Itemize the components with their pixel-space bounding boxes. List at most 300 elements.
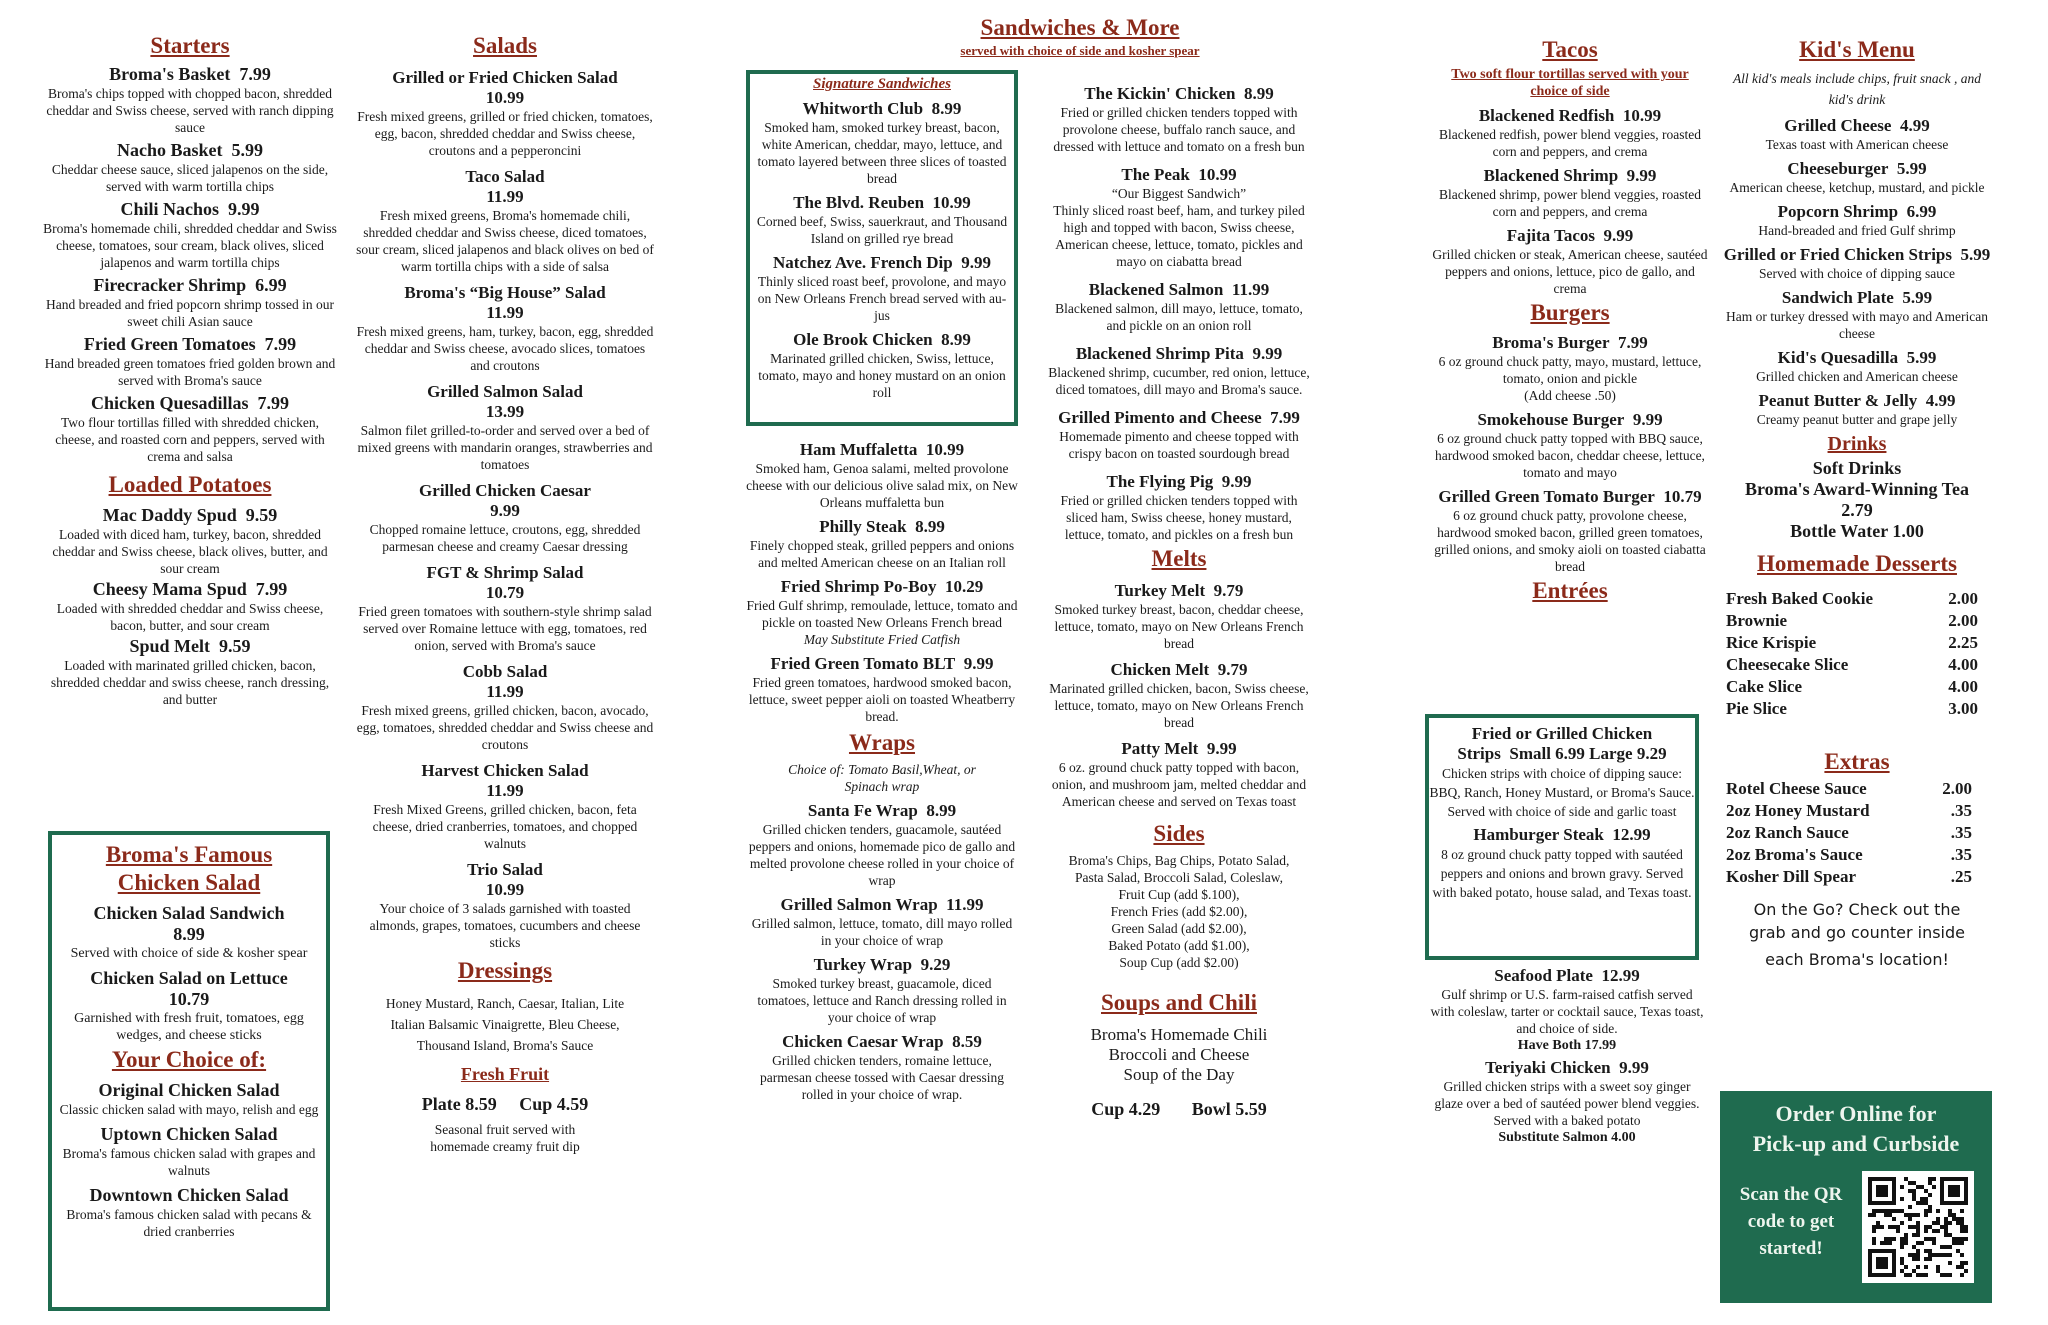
item-heading	[746, 517, 1018, 537]
dessert-row-name: Fresh Baked Cookie	[1726, 589, 1874, 608]
item-heading	[1722, 202, 1992, 222]
wraps-list	[746, 801, 1018, 1103]
item-price: 11.99	[486, 682, 524, 701]
item-price: 9.99	[1221, 472, 1252, 491]
menu-item	[1722, 348, 1992, 385]
menu-item	[40, 505, 340, 577]
item-heading	[1430, 226, 1710, 246]
menu-item	[1722, 202, 1992, 239]
qr-module	[1960, 1273, 1964, 1277]
starters-list	[40, 64, 340, 465]
grab-line-1: On the Go? Check out the	[1753, 900, 1961, 919]
item-heading	[1429, 825, 1695, 845]
item-price: 8.99	[926, 801, 957, 820]
item-name: Ole Brook Chicken	[793, 330, 933, 349]
qr-module	[1916, 1257, 1920, 1261]
menu-item	[1046, 84, 1312, 155]
menu-item	[1429, 724, 1695, 821]
item-heading	[750, 193, 1014, 213]
signature-sandwiches-list	[750, 99, 1014, 401]
item-description: Smoked turkey breast, bacon, cheddar cheese, lettuce, tomato, mayo on New Orleans French bread	[1054, 602, 1304, 651]
item-heading	[52, 903, 326, 924]
item-description: Marinated grilled chicken, Swiss, lettuce, tomato, mayo and honey mustard on an onion roll	[758, 351, 1006, 400]
item-name: Chicken Caesar Wrap	[782, 1032, 944, 1051]
item-price: 8.59	[952, 1032, 982, 1051]
extra-row	[1726, 778, 1972, 800]
menu-item	[1430, 487, 1710, 575]
item-price: 9.79	[1213, 581, 1244, 600]
item-description: Ham or turkey dressed with mayo and American cheese	[1725, 309, 1989, 341]
wraps-note: Choice of: Tomato Basil,Wheat, or Spinach wrap	[788, 762, 976, 794]
item-price: 7.99	[264, 334, 297, 354]
item-price: 10.99	[1622, 106, 1662, 125]
item-heading	[355, 167, 655, 187]
menu-item	[355, 382, 655, 473]
item-name: Natchez Ave. French Dip	[773, 253, 953, 272]
item-heading	[1722, 159, 1992, 179]
item-heading	[1722, 116, 1992, 136]
sides-line: French Fries (add $2.00),	[1110, 904, 1248, 919]
menu-item	[1430, 166, 1710, 220]
drinks-list	[1722, 458, 1992, 542]
chicken-salad-title-line2: Chicken Salad	[117, 870, 261, 895]
chicken-salad-choices	[52, 1080, 326, 1240]
menu-item	[746, 955, 1018, 1026]
item-name: Seafood Plate	[1494, 966, 1593, 985]
item-heading	[750, 330, 1014, 350]
item-name: Chicken Salad on Lettuce	[90, 968, 288, 988]
dessert-row	[1726, 676, 1978, 698]
soup-line: Broma's Homemade Chili	[1090, 1025, 1268, 1044]
item-description: Fried or grilled chicken tenders topped with sliced ham, Swiss cheese, honey mustard, lettuce, tomato, and pickles on a fresh bun	[1060, 493, 1298, 542]
soup-cup-price: Cup 4.29	[1091, 1099, 1161, 1119]
qr-module	[1904, 1265, 1908, 1269]
dessert-row	[1726, 632, 1978, 654]
item-description: Corned beef, Swiss, sauerkraut, and Thousand Island on grilled rye bread	[756, 214, 1008, 246]
sandwich-left-list	[746, 440, 1018, 725]
item-price: 10.99	[485, 88, 525, 107]
item-note: Substitute Salmon 4.00	[1498, 1130, 1636, 1145]
item-name: Ham Muffaletta	[799, 440, 918, 459]
drink-line: Soft Drinks	[1812, 458, 1902, 478]
qr-module	[1948, 1221, 1952, 1225]
menu-item	[1430, 966, 1704, 1054]
drink-line: Broma's Award-Winning Tea	[1744, 479, 1970, 499]
qr-module	[1900, 1221, 1904, 1225]
item-price: 10.99	[932, 193, 971, 212]
item-name: Fried Shrimp Po-Boy	[780, 577, 937, 596]
tacos-list	[1430, 106, 1710, 297]
order-title-line2: Pick-up and Curbside	[1752, 1131, 1960, 1156]
qr-module	[1908, 1205, 1912, 1209]
item-name: The Peak	[1121, 165, 1190, 184]
item-heading	[1046, 280, 1312, 300]
item-heading	[1430, 333, 1710, 353]
item-price: 9.99	[1632, 410, 1663, 429]
dessert-row	[1726, 698, 1978, 720]
menu-item	[1722, 245, 1992, 282]
item-description: 6 oz ground chuck patty, mayo, mustard, lettuce, tomato, onion and pickle	[1438, 354, 1702, 386]
menu-item	[750, 253, 1014, 324]
item-heading	[355, 563, 655, 583]
menu-item	[1046, 472, 1312, 543]
drink-line: 2.79	[1841, 500, 1873, 520]
item-price: 10.79	[1663, 487, 1702, 506]
item-name: Kid's Quesadilla	[1777, 348, 1899, 367]
item-description: Two flour tortillas filled with shredded chicken, cheese, and roasted corn and peppers, served with crema and salsa	[55, 415, 325, 464]
qr-module	[1964, 1229, 1968, 1233]
item-description: Smoked turkey breast, guacamole, diced tomatoes, lettuce and Ranch dressing rolled in your choice of wrap	[757, 976, 1007, 1025]
item-heading	[1046, 581, 1312, 601]
dessert-row	[1726, 610, 1978, 632]
item-price: 10.99	[485, 880, 525, 899]
menu-item	[40, 334, 340, 389]
item-name: Cheesy Mama Spud	[92, 579, 247, 599]
qr-module	[1932, 1241, 1936, 1245]
extra-row-price: .35	[1950, 845, 1972, 864]
item-name: Harvest Chicken Salad	[421, 761, 589, 780]
item-description: Hand breaded green tomatoes fried golden brown and served with Broma's sauce	[44, 356, 336, 388]
menu-item	[1430, 1058, 1704, 1146]
item-heading	[52, 968, 326, 989]
fruit-cup-price: Cup 4.59	[519, 1094, 589, 1114]
item-description: Thinly sliced roast beef, ham, and turkey piled high and topped with bacon, Swiss cheese, American cheese, lettuce, tomato, pickles and mayo on ciabatta bread	[1053, 203, 1305, 269]
sandwich-right-list	[1046, 84, 1312, 543]
item-price: 9.99	[1206, 739, 1237, 758]
item-description: Broma's homemade chili, shredded cheddar and Swiss cheese, tomatoes, sour cream, black olives, sliced jalapenos and warm tortilla chips	[43, 221, 337, 270]
item-heading	[40, 636, 340, 657]
item-price: 11.99	[486, 303, 524, 322]
item-name: The Blvd. Reuben	[793, 193, 925, 212]
item-description: Your choice of 3 salads garnished with toasted almonds, grapes, tomatoes, cucumbers and cheese sticks	[369, 901, 641, 950]
chicken-salad-box	[48, 831, 330, 1311]
menu-item	[40, 64, 340, 136]
sandwiches-subtitle: served with choice of side and kosher spear	[960, 43, 1200, 58]
choice-title: Your Choice of:	[111, 1047, 267, 1072]
item-heading	[52, 1080, 326, 1101]
item-heading	[746, 654, 1018, 674]
item-description: Creamy peanut butter and grape jelly	[1756, 412, 1958, 427]
section-title-wraps: Wraps	[848, 730, 916, 755]
item-name: Blackened Redfish	[1478, 106, 1615, 125]
item-price: 8.99	[941, 330, 971, 349]
extra-row-name: 2oz Broma's Sauce	[1726, 845, 1863, 864]
item-name: Hamburger Steak	[1473, 825, 1604, 844]
qr-module	[1932, 1185, 1936, 1189]
item-name: Taco Salad	[465, 167, 545, 186]
qr-module	[1916, 1213, 1920, 1217]
column-sandwiches-left	[746, 434, 1018, 1103]
menu-item	[1046, 344, 1312, 398]
section-title-extras: Extras	[1824, 749, 1890, 774]
item-name: Fried Green Tomato BLT	[770, 654, 956, 673]
item-heading	[40, 199, 340, 220]
qr-module	[1896, 1229, 1900, 1233]
qr-module	[1924, 1229, 1928, 1233]
item-price: 9.59	[245, 505, 278, 525]
item-description: Fresh mixed greens, grilled or fried chicken, tomatoes, egg, bacon, shredded cheddar and Swiss cheese, croutons and a pepperoncini	[357, 109, 653, 158]
sides-list	[1046, 852, 1312, 971]
item-price: 11.99	[486, 187, 524, 206]
item-name: Broma's Burger	[1492, 333, 1610, 352]
item-name: Sandwich Plate	[1781, 288, 1894, 307]
item-description: Marinated grilled chicken, bacon, Swiss cheese, lettuce, tomato, mayo on New Orleans French bread	[1049, 681, 1309, 730]
menu-item	[355, 860, 655, 951]
section-title-soups: Soups and Chili	[1101, 990, 1257, 1015]
menu-item	[52, 1080, 326, 1118]
item-heading	[1046, 408, 1312, 428]
item-description: Fresh Mixed Greens, grilled chicken, bacon, feta cheese, dried cranberries, tomatoes, and chopped walnuts	[372, 802, 638, 851]
fruit-plate-price: Plate 8.59	[421, 1094, 497, 1114]
menu-item	[355, 662, 655, 753]
qr-module	[1964, 1269, 1968, 1273]
qr-module	[1948, 1273, 1952, 1277]
item-name: Fajita Tacos	[1506, 226, 1596, 245]
item-description: Fresh mixed greens, grilled chicken, bacon, avocado, egg, tomatoes, shredded cheddar and Swiss cheese and croutons	[356, 703, 654, 752]
item-heading	[1430, 1058, 1704, 1078]
section-title-drinks: Drinks	[1827, 433, 1887, 455]
salads-list	[355, 68, 655, 951]
qr-module	[1924, 1265, 1928, 1269]
item-description: Fried or grilled chicken tenders topped with provolone cheese, buffalo ranch sauce, and dressed with lettuce and tomato on a fresh bun	[1053, 105, 1305, 154]
qr-finder	[1948, 1185, 1960, 1197]
item-price: 4.99	[1899, 116, 1930, 135]
item-description: Classic chicken salad with mayo, relish and egg	[59, 1102, 319, 1117]
item-price: 9.59	[219, 636, 251, 656]
order-online-panel[interactable]	[1720, 1091, 1992, 1303]
soups-list	[1046, 1025, 1312, 1085]
item-heading	[1046, 84, 1312, 104]
grab-line-2: grab and go counter inside	[1748, 923, 1965, 942]
item-description: Grilled chicken strips with a sweet soy ginger glaze over a bed of sautéed power blend veggies. Served with a baked potato	[1434, 1079, 1700, 1128]
item-description: Smoked ham, Genoa salami, melted provolone cheese with our delicious olive salad mix, on New Orleans muffaletta bun	[746, 461, 1018, 510]
item-description: 6 oz. ground chuck patty topped with bacon, onion, and mushroom jam, melted cheddar and American cheese and served on Texas toast	[1051, 760, 1307, 809]
item-heading	[1046, 472, 1312, 492]
extra-row	[1726, 822, 1972, 844]
signature-sandwiches-title: Signature Sandwiches	[813, 76, 951, 92]
sandwiches-header	[760, 0, 1400, 59]
menu-item	[52, 903, 326, 962]
loaded-potatoes-list	[40, 505, 340, 708]
item-description: Served with choice of side & kosher spear	[70, 946, 308, 961]
item-heading	[355, 283, 655, 303]
item-price: 9.99	[961, 253, 991, 272]
column-sandwiches-right	[1046, 74, 1312, 1120]
item-name: Downtown Chicken Salad	[89, 1185, 289, 1205]
item-name: Grilled Green Tomato Burger	[1438, 487, 1655, 506]
item-price: 10.99	[925, 440, 965, 459]
qr-module	[1900, 1245, 1904, 1249]
item-price: 9.99	[1603, 226, 1634, 245]
item-name: Turkey Melt	[1114, 581, 1206, 600]
column-entrees-more	[1430, 962, 1704, 1146]
item-price: 9.79	[1217, 660, 1248, 679]
item-description: Blackened redfish, power blend veggies, roasted corn and peppers, and crema	[1438, 127, 1702, 159]
item-heading	[355, 481, 655, 501]
item-name: Santa Fe Wrap	[807, 801, 918, 820]
section-title-salads: Salads	[473, 33, 537, 58]
item-description: Salmon filet grilled-to-order and served over a bed of mixed greens with mandarin oranges, strawberries and tomatoes	[357, 423, 653, 472]
order-online-title	[1720, 1099, 1992, 1159]
menu-item	[1722, 116, 1992, 153]
column-tacos	[1430, 0, 1710, 605]
sides-line: Baked Potato (add $1.00),	[1108, 938, 1250, 953]
item-price: 11.99	[946, 895, 984, 914]
melts-list	[1046, 581, 1312, 810]
section-title-melts: Melts	[1151, 546, 1207, 571]
menu-item	[1046, 165, 1312, 270]
item-name: Uptown Chicken Salad	[100, 1124, 278, 1144]
item-description: Texas toast with American cheese	[1765, 137, 1949, 152]
dessert-row-name: Brownie	[1726, 611, 1788, 630]
menu-item	[52, 1124, 326, 1179]
qr-module	[1900, 1185, 1904, 1189]
extra-row-name: Kosher Dill Spear	[1726, 867, 1857, 886]
item-name: Peanut Butter & Jelly	[1758, 391, 1918, 410]
grab-line-3: each Broma's location!	[1765, 950, 1949, 969]
item-description: Blackened salmon, dill mayo, lettuce, tomato, and pickle on an onion roll	[1055, 301, 1303, 333]
item-heading	[746, 801, 1018, 821]
qr-code-icon[interactable]	[1862, 1171, 1974, 1283]
item-tagline: “Our Biggest Sandwich”	[1111, 186, 1247, 201]
dessert-row-name: Pie Slice	[1726, 699, 1787, 718]
menu-item	[746, 440, 1018, 511]
item-description: Thinly sliced roast beef, provolone, and mayo on New Orleans French bread served with au-jus	[757, 274, 1007, 323]
item-description: Grilled chicken tenders, guacamole, sautéed peppers and onions, homemade pico de gallo and melted provolone cheese rolled in your choice of wrap	[748, 822, 1016, 888]
dessert-row	[1726, 654, 1978, 676]
item-name: The Kickin' Chicken	[1084, 84, 1236, 103]
qr-module	[1916, 1265, 1920, 1269]
item-name: Cheeseburger	[1787, 159, 1889, 178]
section-title-desserts: Homemade Desserts	[1757, 551, 1957, 576]
item-description: 6 oz ground chuck patty topped with BBQ sauce, hardwood smoked bacon, cheddar cheese, lettuce, tomato and mayo	[1435, 431, 1705, 480]
kids-note: All kid's meals include chips, fruit snack , and kid's drink	[1732, 71, 1982, 107]
item-name: Blackened Shrimp Pita	[1075, 344, 1244, 363]
menu-item	[52, 1185, 326, 1240]
qr-module	[1928, 1257, 1932, 1261]
item-heading	[40, 334, 340, 355]
dessert-row-price: 4.00	[1948, 655, 1978, 674]
item-description: Hand breaded and fried popcorn shrimp tossed in our sweet chili Asian sauce	[46, 297, 334, 329]
item-heading	[40, 64, 340, 85]
menu-item	[40, 199, 340, 271]
section-title-starters: Starters	[150, 33, 230, 58]
item-description: Fried green tomatoes, hardwood smoked bacon, lettuce, sweet pepper aioli on toasted Wheatberry bread.	[748, 675, 1016, 724]
section-title-burgers: Burgers	[1530, 300, 1610, 325]
item-name: Blackened Salmon	[1088, 280, 1224, 299]
item-description: Chicken strips with choice of dipping sauce: BBQ, Ranch, Honey Mustard, or Broma's Sauce. Served with choice of side and garlic toast	[1429, 766, 1695, 819]
extra-row	[1726, 844, 1972, 866]
item-name: Trio Salad	[467, 860, 543, 879]
extra-row-name: 2oz Ranch Sauce	[1726, 823, 1849, 842]
item-description: American cheese, ketchup, mustard, and pickle	[1729, 180, 1985, 195]
item-description: Homemade pimento and cheese topped with crispy bacon on toasted sourdough bread	[1059, 429, 1299, 461]
item-price: 8.99	[915, 517, 945, 536]
item-description: Served with choice of dipping sauce	[1758, 266, 1956, 281]
item-name: The Flying Pig	[1106, 472, 1214, 491]
item-price: 10.29	[945, 577, 984, 596]
item-name: Firecracker Shrimp	[93, 275, 247, 295]
menu-item	[355, 563, 655, 654]
menu-item	[750, 99, 1014, 187]
item-price: 4.99	[1925, 391, 1956, 410]
item-name: Nacho Basket	[116, 140, 223, 160]
qr-module	[1960, 1253, 1964, 1257]
item-description: Fresh mixed greens, Broma's homemade chili, shredded cheddar and Swiss cheese, diced tomatoes, sour cream, sliced jalapenos and black olives on bed of warm tortilla chips with a side of salsa	[356, 208, 654, 274]
menu-item	[1430, 226, 1710, 297]
item-description: Fried green tomatoes with southern-style shrimp salad served over Romaine lettuce with egg, tomatoes, red onion, served with Broma's sauce	[358, 604, 652, 653]
dessert-row-name: Cake Slice	[1726, 677, 1803, 696]
fresh-fruit-prices	[355, 1094, 655, 1115]
item-heading	[1046, 165, 1312, 185]
item-heading	[746, 955, 1018, 975]
soup-bowl-price: Bowl 5.59	[1191, 1099, 1267, 1119]
item-description: Grilled salmon, lettuce, tomato, dill mayo rolled in your choice of wrap	[751, 916, 1013, 948]
qr-module	[1928, 1193, 1932, 1197]
extra-row-price: .35	[1950, 801, 1972, 820]
item-name: Mac Daddy Spud	[102, 505, 237, 525]
item-price: 9.99	[1626, 166, 1657, 185]
item-note: (Add cheese .50)	[1524, 388, 1616, 403]
item-name: Philly Steak	[819, 517, 907, 536]
qr-module	[1892, 1237, 1896, 1241]
item-heading	[1430, 166, 1710, 186]
menu-item	[746, 654, 1018, 725]
menu-item	[355, 481, 655, 555]
item-name: Spud Melt	[129, 636, 211, 656]
menu-item	[1722, 391, 1992, 428]
section-title-loaded-potatoes: Loaded Potatoes	[108, 472, 272, 497]
qr-module	[1900, 1197, 1904, 1201]
qr-module	[1888, 1241, 1892, 1245]
item-description: Smoked ham, smoked turkey breast, bacon, white American, cheddar, mayo, lettuce, and tomato layered between three slices of toasted bread	[757, 120, 1007, 186]
item-heading	[1046, 739, 1312, 759]
item-price: 5.99	[231, 140, 263, 160]
item-heading	[746, 440, 1018, 460]
chicken-salad-items	[52, 903, 326, 1044]
item-heading	[355, 68, 655, 88]
qr-module	[1936, 1229, 1940, 1233]
item-price: 6.99	[255, 275, 287, 295]
item-price: 7.99	[1618, 333, 1648, 352]
qr-module	[1948, 1245, 1952, 1249]
item-heading	[1430, 106, 1710, 126]
menu-item	[1430, 106, 1710, 160]
item-name: Patty Melt	[1121, 739, 1199, 758]
item-price: 10.79	[485, 583, 525, 602]
item-name: Fried or Grilled Chicken Strips	[1457, 724, 1653, 763]
qr-module	[1892, 1217, 1896, 1221]
item-heading	[40, 275, 340, 296]
item-heading	[1430, 487, 1710, 507]
item-price: 7.99	[257, 393, 290, 413]
item-description: Broma's famous chicken salad with grapes and walnuts	[62, 1146, 316, 1178]
item-heading	[40, 393, 340, 414]
item-description: Loaded with marinated grilled chicken, bacon, shredded cheddar and swiss cheese, ranch dressing, and butter	[50, 658, 330, 707]
item-price: 9.29	[920, 955, 951, 974]
menu-item	[746, 801, 1018, 889]
menu-item	[1430, 410, 1710, 481]
sides-line: Green Salad (add $2.00),	[1111, 921, 1247, 936]
section-title-tacos: Tacos	[1542, 37, 1598, 62]
item-heading	[40, 140, 340, 161]
chicken-salad-title-line1: Broma's Famous	[105, 842, 273, 867]
item-heading	[750, 99, 1014, 119]
item-name: Chicken Melt	[1110, 660, 1210, 679]
item-description: Grilled chicken or steak, American cheese, sautéed peppers and onions, lettuce, pico de gallo, and crema	[1432, 247, 1708, 296]
item-description: Broma's famous chicken salad with pecans & dried cranberries	[66, 1207, 312, 1239]
item-price: 7.99	[239, 64, 271, 84]
